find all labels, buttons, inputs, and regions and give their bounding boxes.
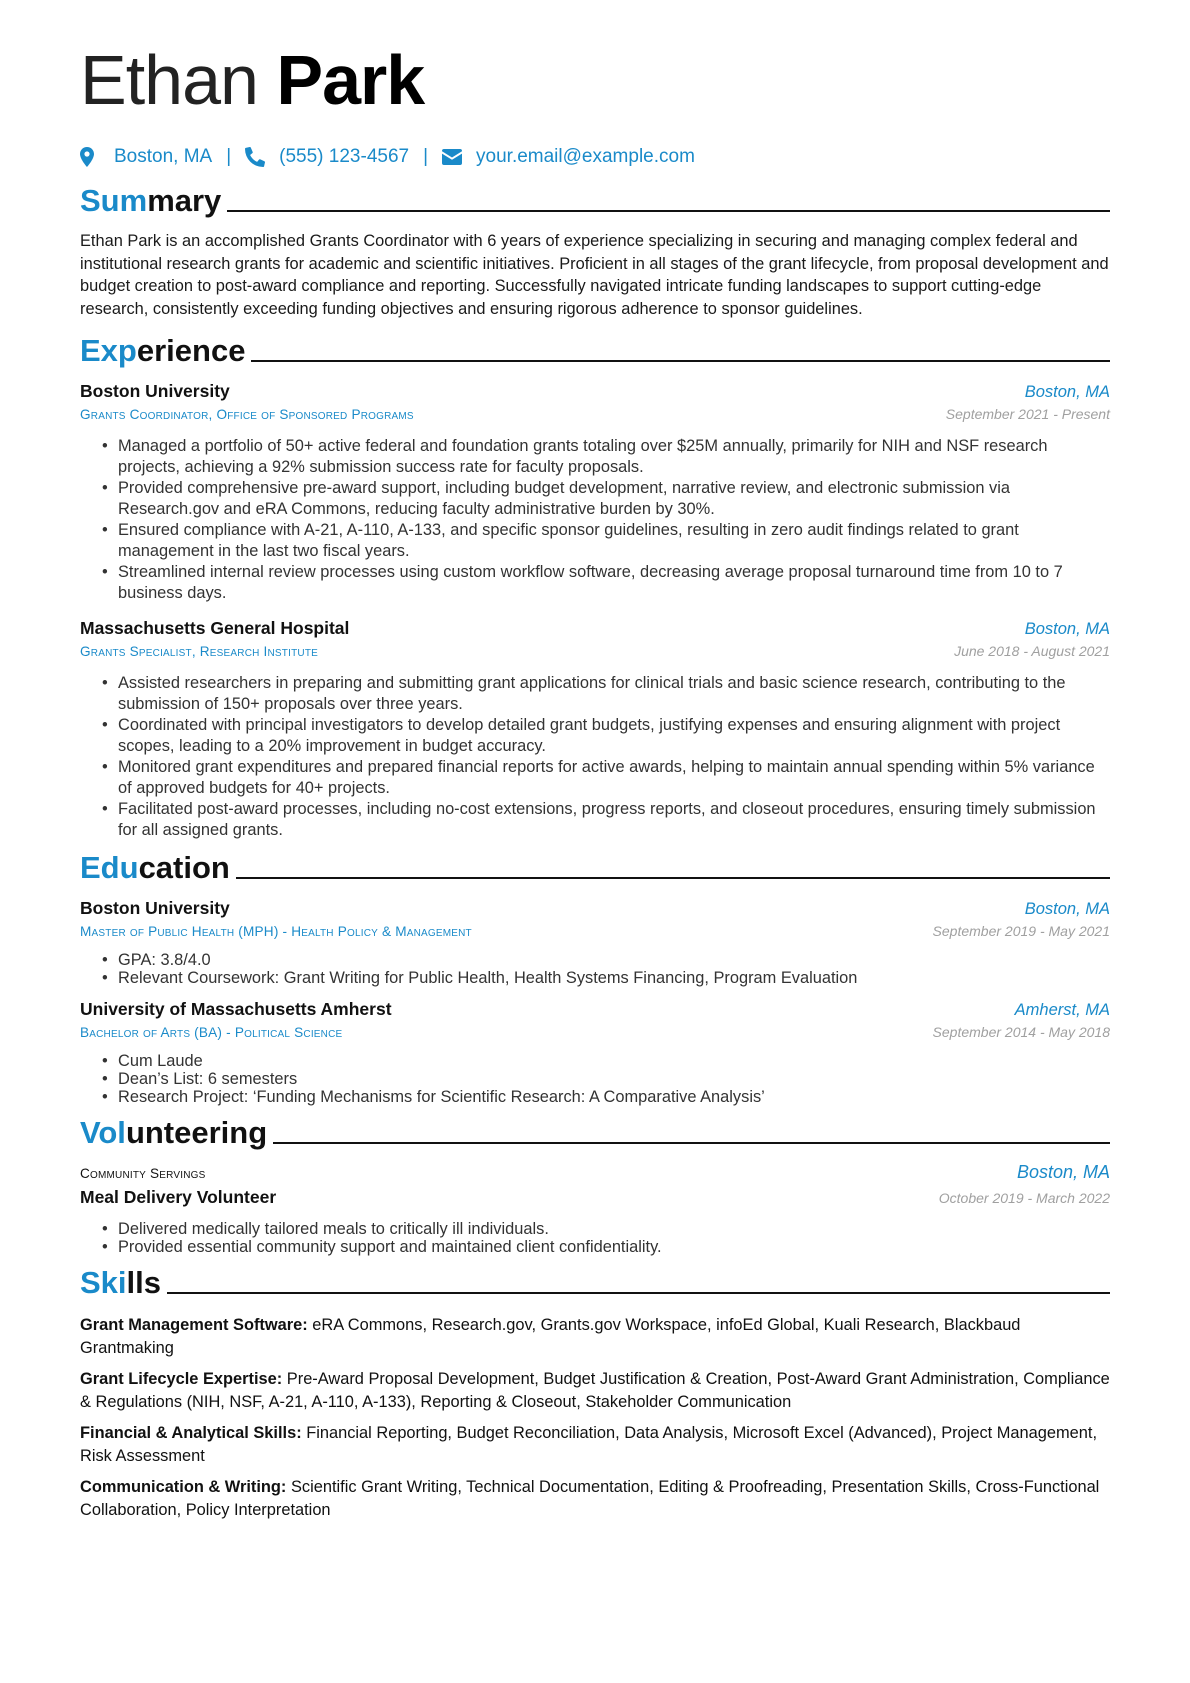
skill-items: Scientific Grant Writing, Technical Documentation, Editing & Proofreading, Presentation Skills, Cross-Functional Collaboration, Policy Interpretation: [80, 1478, 1100, 1519]
contact-phone[interactable]: [245, 146, 409, 168]
entry-dates: September 2021 - Present: [945, 406, 1110, 422]
volunteering-header: [80, 1114, 1110, 1152]
candidate-name: [80, 40, 1110, 120]
summary-text: Ethan Park is an accomplished Grants Coordinator with 6 years of experience specializing in securing and managing complex federal and institutional research grants for academic and scientific initiatives. Proficient in all stages of the grant lifecycle, from proposal development and budget creation to post-award compliance and reporting. Successfully navigated intricate funding landscapes to support cutting-edge research, consistently exceeding funding objectives and ensuring rigorous adherence to sponsor guidelines.: [80, 232, 1109, 318]
section-divider: [167, 1292, 1110, 1294]
volunteer-role: Meal Delivery Volunteer: [80, 1187, 277, 1207]
education-details: [80, 1052, 1110, 1106]
job-title: Grants Coordinator, Office of Sponsored Programs: [80, 407, 414, 422]
experience-header: [80, 332, 1110, 370]
volunteer-organization: Community Servings: [80, 1166, 206, 1181]
list-item: • Research Project: ‘Funding Mechanisms for Scientific Research: A Comparative Analysis’: [118, 1088, 1110, 1106]
last-name: Park: [276, 41, 425, 119]
list-item: • Facilitated post-award processes, including no-cost extensions, progress reports, and closeout procedures, ensuring timely submission for all assigned grants.: [118, 799, 1110, 841]
section-title-skills: Skills: [80, 1265, 161, 1300]
list-item: • Dean’s List: 6 semesters: [118, 1070, 1110, 1088]
list-item: • Streamlined internal review processes using custom workflow software, decreasing average proposal turnaround time from 10 to 7 business days.: [118, 562, 1110, 604]
skill-label: Communication & Writing:: [80, 1478, 287, 1496]
entry-location: Boston, MA: [1024, 620, 1110, 638]
skill-group: [80, 1422, 1110, 1467]
volunteer-entry: [80, 1162, 1110, 1256]
contact-email[interactable]: [442, 146, 695, 168]
section-divider: [251, 360, 1110, 362]
entry-dates: October 2019 - March 2022: [938, 1190, 1110, 1206]
list-item: • Cum Laude: [118, 1052, 1110, 1070]
location-text: Boston, MA: [114, 146, 213, 167]
first-name: Ethan: [80, 41, 258, 119]
skill-group: [80, 1314, 1110, 1359]
entry-dates: September 2014 - May 2018: [932, 1024, 1110, 1040]
section-title-experience: Experience: [80, 333, 246, 368]
skill-label: Grant Management Software:: [80, 1316, 308, 1334]
entry-dates: June 2018 - August 2021: [954, 643, 1110, 659]
list-item: • Monitored grant expenditures and prepared financial reports for active awards, helping to maintain annual spending within 5% variance of approved budgets for 40+ projects.: [118, 757, 1110, 799]
achievement-list: [80, 673, 1110, 841]
education-details: [80, 951, 1110, 987]
section-title-education: Education: [80, 850, 230, 885]
section-divider: [236, 877, 1110, 879]
contact-location: [80, 146, 212, 168]
skill-items: Pre-Award Proposal Development, Budget Justification & Creation, Post-Award Grant Administration, Compliance & Regulations (NIH, NSF, A-21, A-110, A-133), Reporting & Closeout, Stakeholder Communication: [80, 1370, 1110, 1411]
experience-entry: [80, 381, 1110, 604]
degree: Master of Public Health (MPH) - Health Policy & Management: [80, 924, 472, 939]
list-item: • Provided essential community support and maintained client confidentiality.: [118, 1238, 1110, 1256]
achievement-list: [80, 436, 1110, 604]
skill-items: Financial Reporting, Budget Reconciliation, Data Analysis, Microsoft Excel (Advanced), Project Management, Risk Assessment: [80, 1424, 1097, 1465]
section-title-summary: Summary: [80, 183, 222, 218]
entry-location: Boston, MA: [1024, 900, 1110, 918]
email-text: your.email@example.com: [476, 146, 695, 167]
school-name: Boston University: [80, 898, 230, 918]
contact-line: [80, 144, 1110, 170]
summary-header: [80, 182, 1110, 220]
entry-location: Boston, MA: [1024, 383, 1110, 401]
list-item: • Delivered medically tailored meals to critically ill individuals.: [118, 1220, 1110, 1238]
education-header: [80, 849, 1110, 887]
list-item: • Relevant Coursework: Grant Writing for Public Health, Health Systems Financing, Program Evaluation: [118, 969, 1110, 987]
employer-name: Massachusetts General Hospital: [80, 618, 350, 638]
envelope-icon: [442, 147, 462, 167]
skills-list: [80, 1314, 1110, 1521]
phone-text: (555) 123-4567: [279, 146, 410, 167]
section-divider: [227, 210, 1110, 212]
list-item: • Provided comprehensive pre-award support, including budget development, narrative review, and electronic submission via Research.gov and eRA Commons, reducing faculty administrative burden by 30%.: [118, 478, 1110, 520]
list-item: • Managed a portfolio of 50+ active federal and foundation grants totaling over $25M annually, primarily for NIH and NSF research projects, achieving a 92% submission success rate for faculty proposals.: [118, 436, 1110, 478]
skills-header: [80, 1264, 1110, 1302]
entry-location: Amherst, MA: [1014, 1001, 1110, 1019]
section-divider: [273, 1142, 1110, 1144]
section-title-volunteering: Volunteering: [80, 1115, 268, 1150]
skill-items: eRA Commons, Research.gov, Grants.gov Workspace, infoEd Global, Kuali Research, Blackbaud Grantmaking: [80, 1316, 1021, 1357]
experience-entry: [80, 618, 1110, 841]
list-item: • Assisted researchers in preparing and submitting grant applications for clinical trials and basic science research, contributing to the submission of 150+ proposals over three years.: [118, 673, 1110, 715]
skill-group: [80, 1476, 1110, 1521]
education-entry: [80, 898, 1110, 987]
contact-separator: |: [423, 146, 429, 167]
list-item: • Ensured compliance with A-21, A-110, A-133, and specific sponsor guidelines, resulting in zero audit findings related to grant management in the last two fiscal years.: [118, 520, 1110, 562]
degree: Bachelor of Arts (BA) - Political Science: [80, 1025, 343, 1040]
skill-label: Financial & Analytical Skills:: [80, 1424, 302, 1442]
contact-separator: |: [226, 146, 232, 167]
education-entry: [80, 999, 1110, 1106]
phone-icon: [245, 147, 265, 167]
volunteer-details: [80, 1220, 1110, 1256]
skill-group: [80, 1368, 1110, 1413]
map-marker-icon: [80, 147, 100, 167]
school-name: University of Massachusetts Amherst: [80, 999, 392, 1019]
entry-location: Boston, MA: [1016, 1162, 1110, 1182]
job-title: Grants Specialist, Research Institute: [80, 644, 318, 659]
entry-dates: September 2019 - May 2021: [932, 923, 1110, 939]
skill-label: Grant Lifecycle Expertise:: [80, 1370, 283, 1388]
list-item: • GPA: 3.8/4.0: [118, 951, 1110, 969]
employer-name: Boston University: [80, 381, 230, 401]
list-item: • Coordinated with principal investigators to develop detailed grant budgets, justifying expenses and ensuring alignment with project scopes, leading to a 20% improvement in budget accuracy.: [118, 715, 1110, 757]
